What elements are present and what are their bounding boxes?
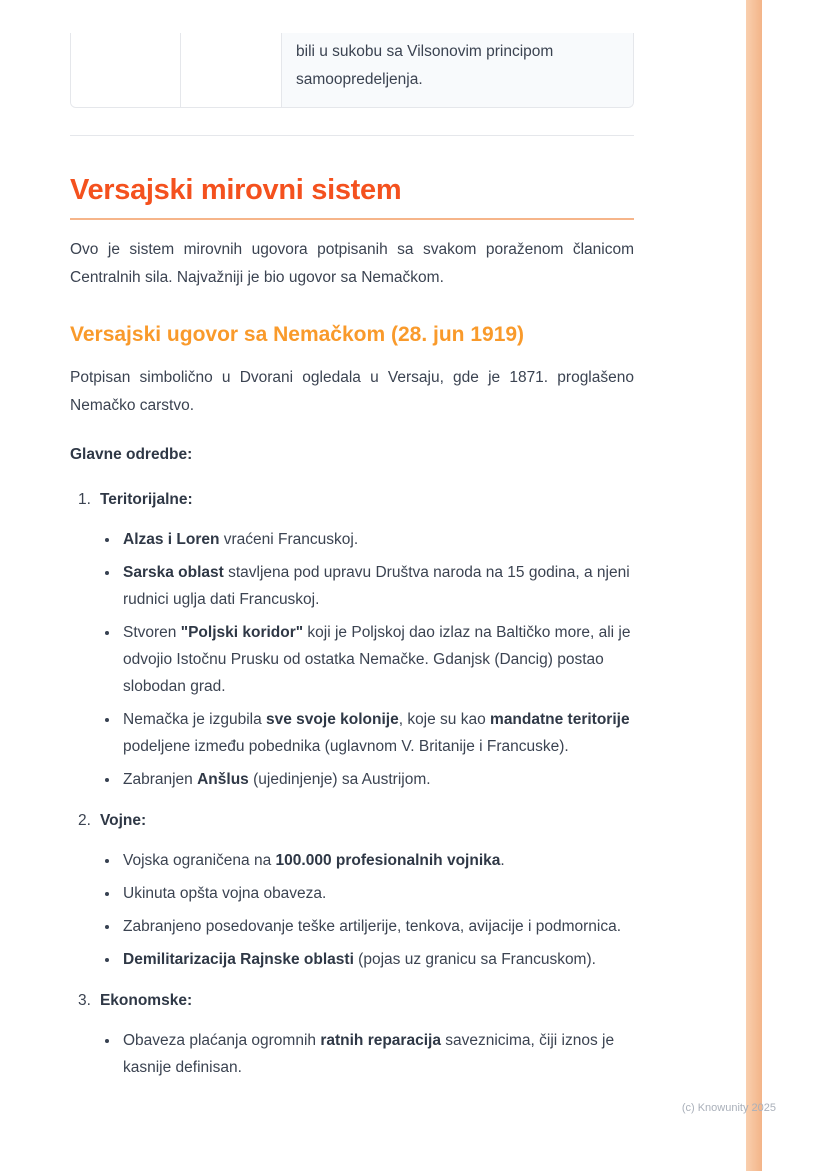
bullet-item: • Alzas i Loren vraćeni Francuskoj.	[120, 526, 634, 553]
list-number: 3.	[78, 992, 91, 1009]
numbered-item	[70, 987, 634, 1081]
bullet-item: • Obaveza plaćanja ogromnih ratnih reparacija saveznicima, čiji iznos je kasnije definisan.	[120, 1027, 634, 1081]
intro-paragraph: Ovo je sistem mirovnih ugovora potpisanih sa svakom poraženom članicom Centralnih sila. Najvažniji je bio ugovor sa Nemačkom.	[70, 241, 634, 286]
page-title: Versajski mirovni sistem	[70, 174, 402, 206]
title-underline	[70, 218, 634, 220]
section-divider	[70, 135, 634, 136]
provisions-label: Glavne odredbe:	[70, 446, 193, 463]
list-title: Teritorijalne:	[99, 491, 193, 508]
provisions-list	[70, 486, 634, 1081]
bullet-list	[70, 847, 634, 973]
bullet-list	[70, 1027, 634, 1081]
table-cell-empty-2	[181, 33, 282, 107]
footer-copyright: (c) Knowunity 2025	[681, 1102, 776, 1114]
bullet-item: • Sarska oblast stavljena pod upravu Društva naroda na 15 godina, a njeni rudnici uglja dati Francuskoj.	[120, 559, 634, 613]
bullet-item: • Zabranjen Anšlus (ujedinjenje) sa Austrijom.	[120, 766, 634, 793]
bullet-item: • Nemačka je izgubila sve svoje kolonije, koje su kao mandatne teritorije podeljene između pobednika (uglavnom V. Britanije i Francuske).	[120, 706, 634, 760]
list-title: Vojne:	[99, 812, 147, 829]
bullet-list	[70, 526, 634, 793]
list-number: 2.	[78, 812, 91, 829]
page-edge-stripe	[746, 0, 762, 1171]
list-number: 1.	[78, 491, 91, 508]
bullet-item: • Vojska ograničena na 100.000 profesionalnih vojnika.	[120, 847, 634, 874]
bullet-item: • Ukinuta opšta vojna obaveza.	[120, 880, 634, 907]
continuation-table	[70, 33, 634, 108]
numbered-item	[70, 486, 634, 793]
bullet-item: • Zabranjeno posedovanje teške artiljerije, tenkova, avijacije i podmornica.	[120, 913, 634, 940]
table-cell-text: bili u sukobu sa Vilsonovim principom samoopredeljenja.	[282, 33, 633, 107]
bullet-item: • Demilitarizacija Rajnske oblasti (pojas uz granicu sa Francuskom).	[120, 946, 634, 973]
numbered-item-title	[70, 807, 634, 834]
subsection-title: Versajski ugovor sa Nemačkom (28. jun 1919)	[70, 323, 525, 346]
signing-paragraph: Potpisan simbolično u Dvorani ogledala u Versaju, gde je 1871. proglašeno Nemačko carstvo.	[70, 369, 634, 414]
numbered-item-title	[70, 987, 634, 1014]
bullet-item: • Stvoren "Poljski koridor" koji je Poljskoj dao izlaz na Baltičko more, ali je odvojio Istočnu Prusku od ostatka Nemačke. Gdanjsk (Dancig) postao slobodan grad.	[120, 619, 634, 700]
table-cell-empty-1	[71, 33, 181, 107]
content-column	[70, 0, 634, 1087]
list-title: Ekonomske:	[99, 992, 193, 1009]
numbered-item	[70, 807, 634, 973]
numbered-item-title	[70, 486, 634, 513]
